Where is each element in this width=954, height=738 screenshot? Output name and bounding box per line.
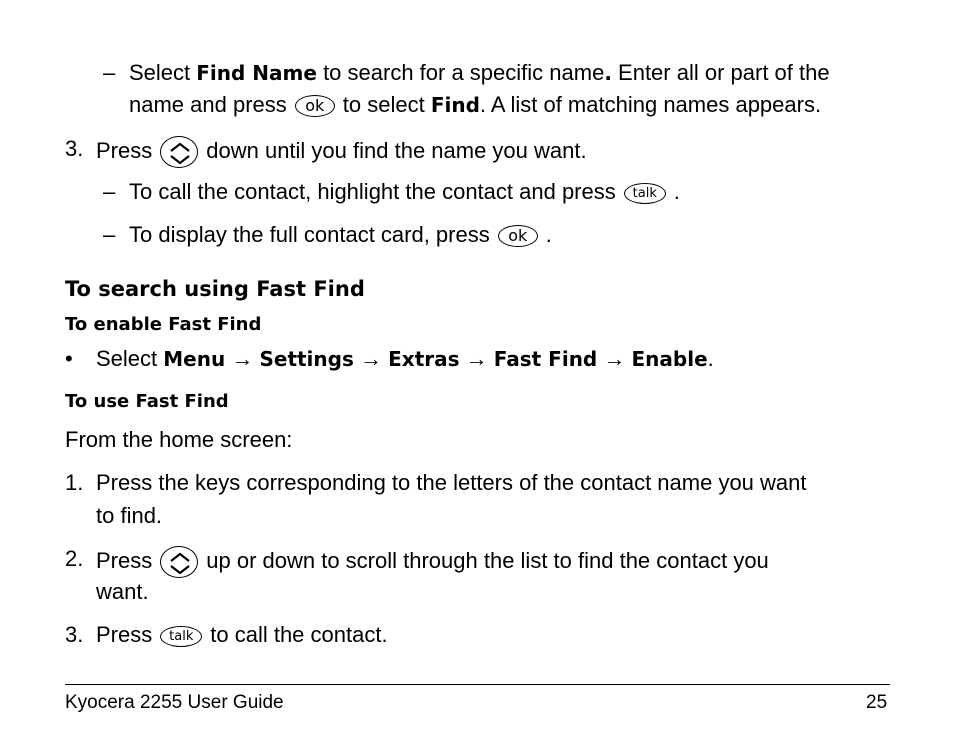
call-contact-text: To call the contact, highlight the contact and press talk .: [129, 179, 680, 204]
step-2-line-1: Press up or down to scroll through the list to find the contact you: [96, 546, 769, 578]
talk-key-icon: talk: [160, 626, 202, 647]
display-card-text: To display the full contact card, press ok .: [129, 222, 552, 247]
section-heading: To search using Fast Find: [65, 277, 365, 301]
subheading-use: To use Fast Find: [65, 391, 229, 412]
step-number: 1.: [65, 470, 84, 495]
bullet-marker: •: [65, 346, 73, 371]
dash-marker: –: [103, 222, 116, 247]
step-number: 2.: [65, 546, 84, 571]
step-number: 3.: [65, 622, 84, 647]
find-name-line-1: Select Find Name to search for a specific name. Enter all or part of the: [129, 60, 830, 85]
step-1-line-2: to find.: [96, 503, 163, 528]
subheading-enable: To enable Fast Find: [65, 314, 262, 335]
step-2-line-2: want.: [96, 579, 149, 604]
step-3-call-text: Press talk to call the contact.: [96, 622, 388, 647]
step-number: 3.: [65, 136, 84, 161]
navigation-key-icon: [160, 546, 198, 578]
talk-key-icon: talk: [624, 183, 666, 204]
find-name-line-2: name and press ok to select Find. A list of matching names appears.: [129, 92, 822, 117]
arrow-icon: →: [603, 346, 626, 371]
intro-text: From the home screen:: [65, 427, 293, 452]
enable-fast-find-path: Select Menu → Settings → Extras → Fast Find → Enable.: [96, 346, 714, 371]
arrow-icon: →: [465, 346, 488, 371]
footer-title: Kyocera 2255 User Guide: [65, 692, 284, 713]
arrow-icon: →: [360, 346, 382, 371]
footer-divider: [65, 684, 890, 685]
page-number: 25: [866, 692, 888, 713]
dash-marker: –: [103, 60, 116, 85]
navigation-key-icon: [160, 136, 198, 168]
arrow-icon: →: [231, 346, 254, 371]
dash-marker: –: [103, 179, 116, 204]
step-3-text: Press down until you find the name you want.: [96, 136, 587, 168]
ok-key-icon: ok: [498, 225, 538, 247]
step-1-line-1: Press the keys corresponding to the letters of the contact name you want: [96, 470, 807, 495]
ok-key-icon: ok: [295, 95, 335, 117]
